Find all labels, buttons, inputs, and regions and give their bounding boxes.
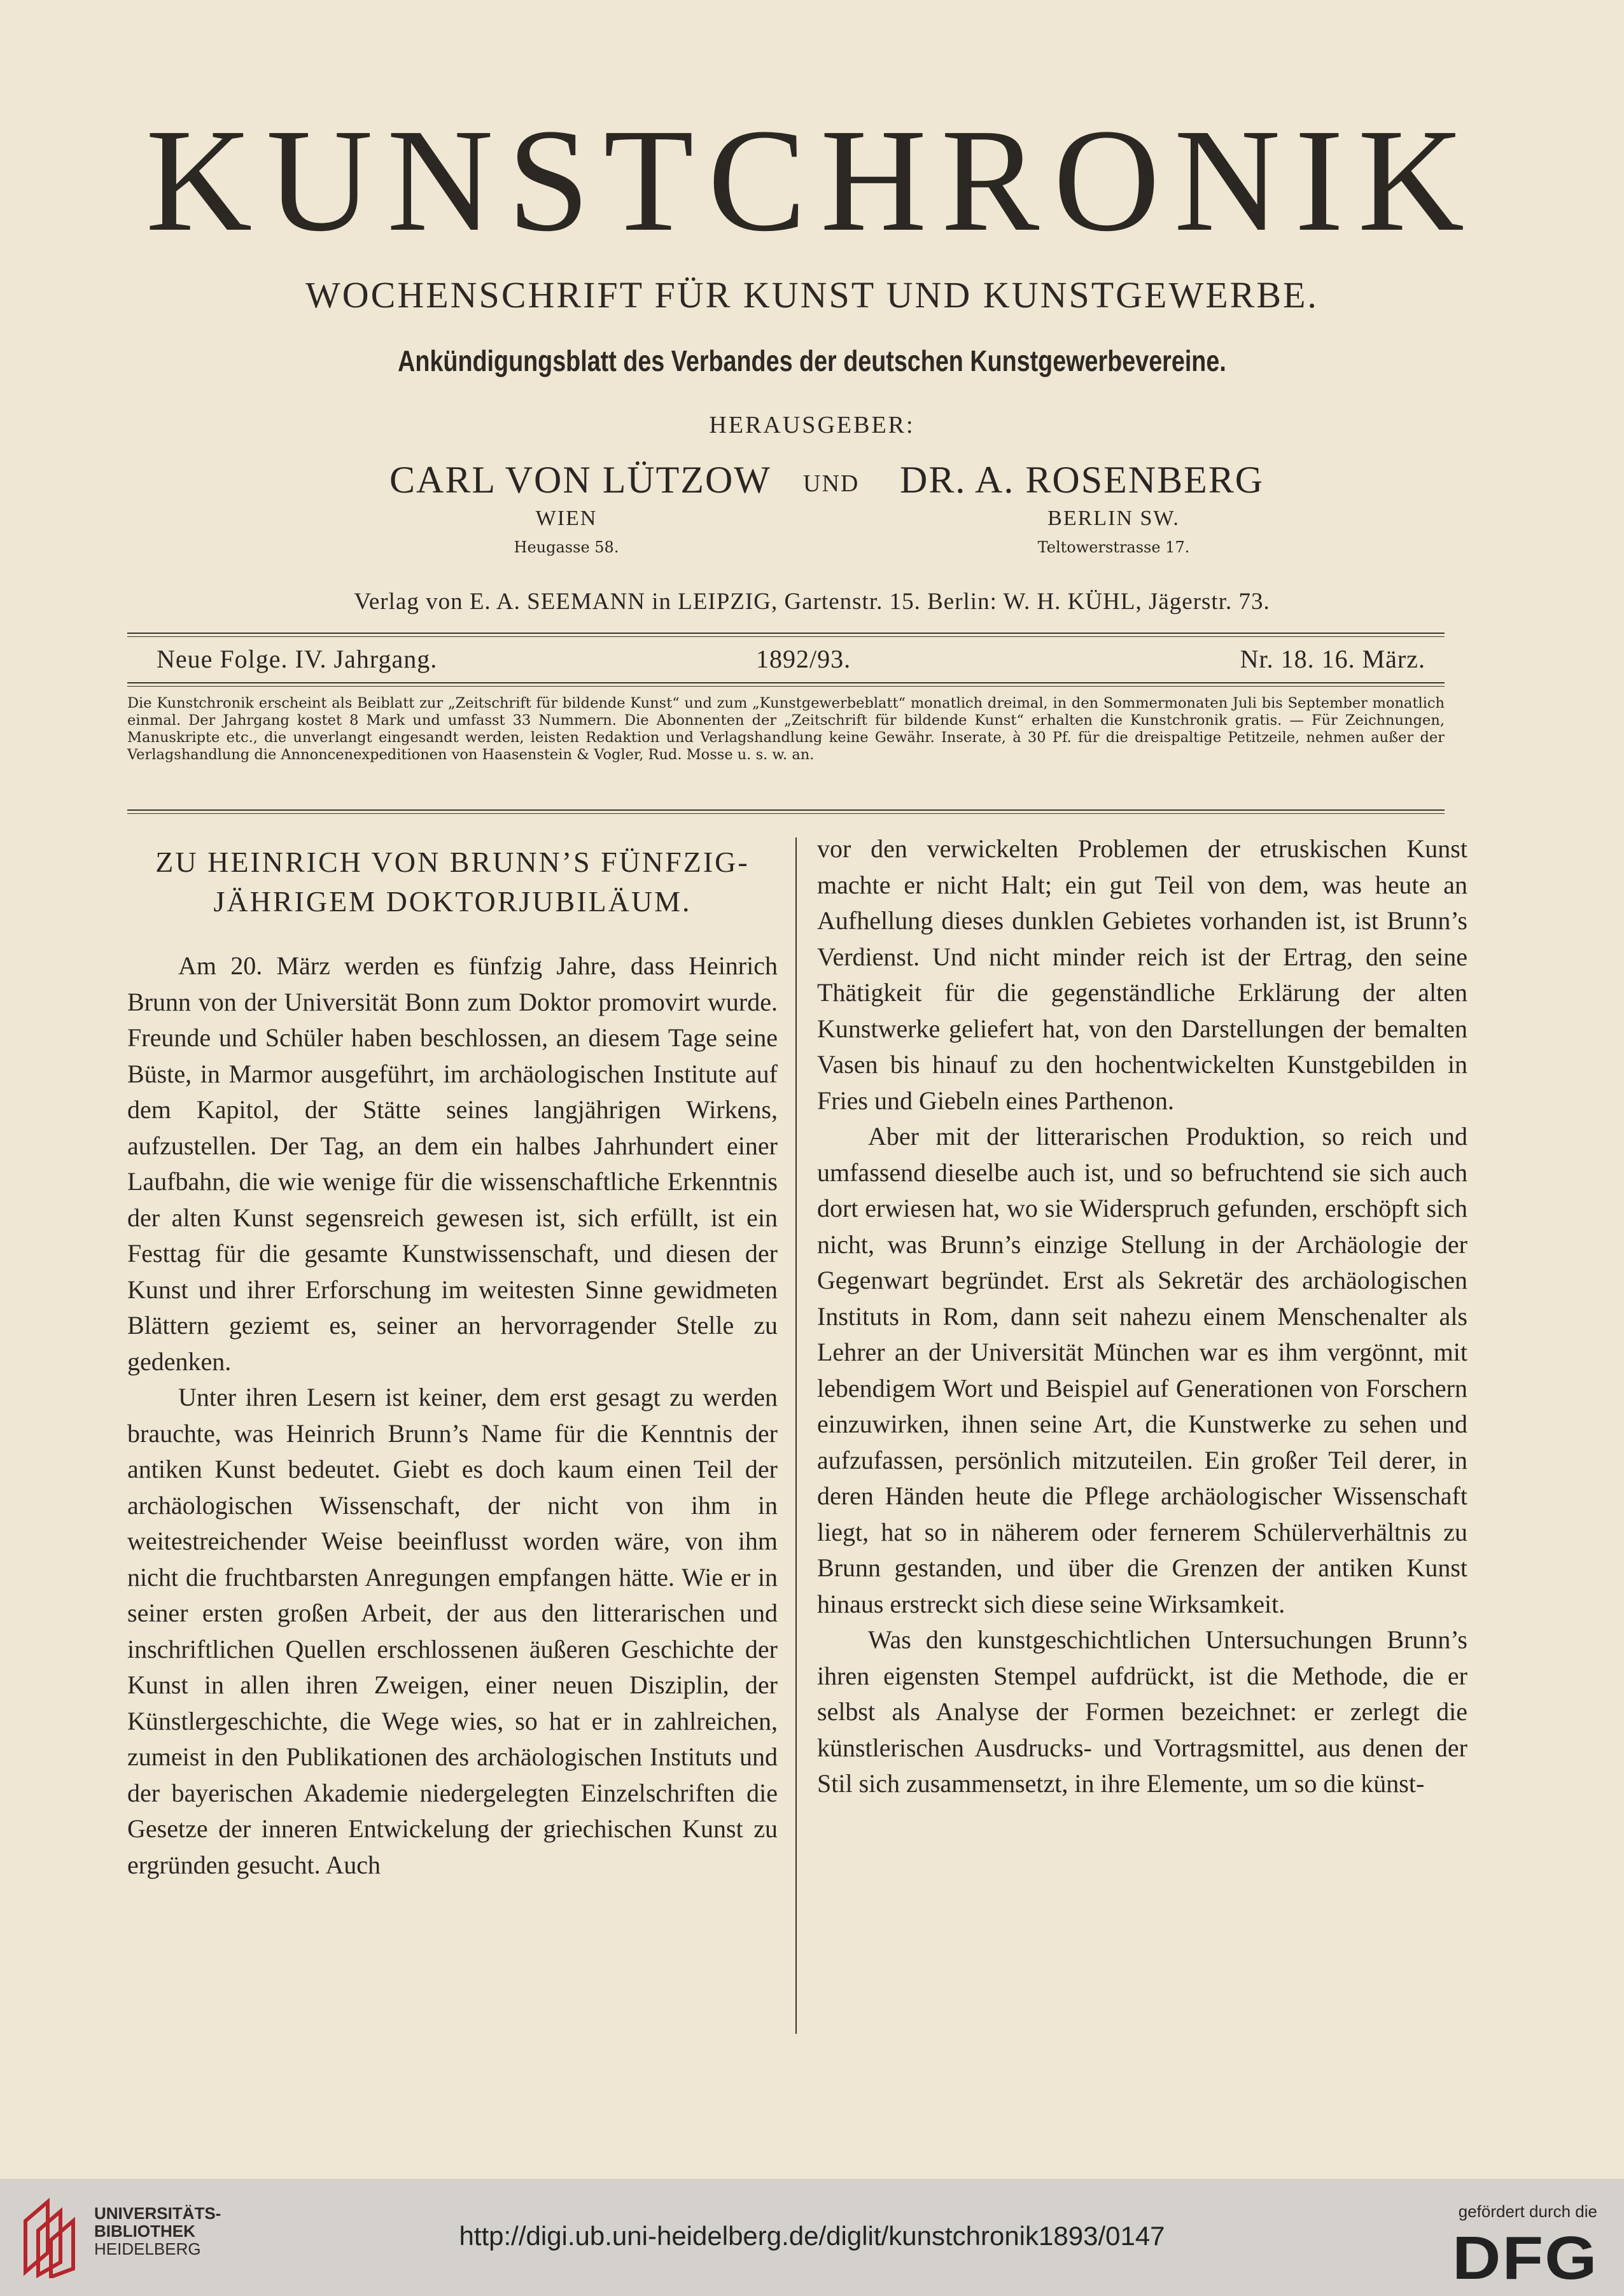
editor2-street: Teltowerstrasse 17. bbox=[1037, 538, 1190, 556]
issue-row bbox=[140, 644, 1438, 682]
journal-title: KUNSTCHRONIK bbox=[145, 99, 1479, 262]
library-name: UNIVERSITÄTS- BIBLIOTHEK HEIDELBERG bbox=[94, 2204, 221, 2258]
funding-note: gefördert durch die bbox=[1458, 2202, 1597, 2221]
article-column-right bbox=[817, 831, 1467, 1802]
article-column-left bbox=[127, 948, 778, 1883]
permalink-url[interactable]: http://digi.ub.uni-heidelberg.de/diglit/kunstchronik1893/0147 bbox=[459, 2221, 1165, 2251]
divider bbox=[127, 633, 1445, 637]
editors-block bbox=[0, 458, 1624, 515]
herausgeber-label: HERAUSGEBER: bbox=[709, 412, 915, 438]
editor1-city: WIEN bbox=[535, 507, 598, 530]
divider bbox=[127, 809, 1445, 814]
und-label: UND bbox=[803, 470, 860, 497]
publisher-line: Verlag von E. A. SEEMANN in LEIPZIG, Gartenstr. 15. Berlin: W. H. KÜHL, Jägerstr. 73. bbox=[354, 589, 1270, 615]
dfg-logo: DFG bbox=[1452, 2224, 1599, 2292]
issue-number-date: Nr. 18. 16. März. bbox=[1240, 645, 1425, 673]
article-heading: ZU HEINRICH VON BRUNN’S FÜNFZIG-JÄHRIGEM DOKTORJUBILÄUM. bbox=[155, 846, 750, 918]
journal-subtitle: WOCHENSCHRIFT FÜR KUNST UND KUNSTGEWERBE. bbox=[305, 274, 1319, 316]
issue-year: 1892/93. bbox=[756, 645, 851, 673]
editor1-name: CARL VON LÜTZOW bbox=[389, 459, 771, 501]
paragraph: Was den kunstgeschichtlichen Untersuchungen Brunn’s ihren eigensten Stempel aufdrückt, ist die Methode, die er selbst als Analyse der Formen bezeichnet: er zerlegt die künstlerischen Ausdrucks- und Vortragsmittel, aus denen der Stil sich zusammensetzt, in ihre Elemente, um so die künst- bbox=[817, 1625, 1467, 1798]
issue-series: Neue Folge. IV. Jahrgang. bbox=[157, 645, 438, 673]
paragraph: vor den verwickelten Problemen der etruskischen Kunst machte er nicht Halt; ein gut Teil von dem, was heute an Aufhellung dieses dunklen Gebietes vorhanden ist, ist Brunn’s Verdienst. Und nicht minder reich ist der Ertrag, den seine Thätigkeit für die gegenständliche Erklärung der alten Kunstwerke geliefert hat, von den Darstellungen der bemalten Vasen bis hinauf zu den hochentwickelten Kunstgebilden in Fries und Giebeln eines Parthenon. bbox=[817, 834, 1467, 1115]
subscription-notice: Die Kunstchronik erscheint als Beiblatt zur „Zeitschrift für bildende Kunst“ und zum „Kunstgewerbeblatt“ monatlich dreimal, in den Sommermonaten Juli bis September monatlich einmal. Der Jahrgang kostet 8 Mark und umfasst 33 Nummern. Die Abonnenten der „Zeitschrift für bildende Kunst“ erhalten die Kunstchronik gratis. — Für Zeichnungen, Manuskripte etc., die unverlangt eingesandt werden, leisten Redaktion und Verlagshandlung keine Gewähr. Inserate, à 30 Pf. für die dreispaltige Petitzeile, nehmen außer der Verlagshandlung die Annoncenexpeditionen von Haasenstein & Vogler, Rud. Mosse u. s. w. an. bbox=[127, 695, 1445, 763]
divider bbox=[127, 682, 1445, 687]
paragraph: Am 20. März werden es fünfzig Jahre, dass Heinrich Brunn von der Universität Bonn zum Doktor promovirt wurde. Freunde und Schüler haben beschlossen, an diesem Tage seine Büste, in Marmor ausgeführt, im archäologischen Institute auf dem Kapitol, der Stätte seines langjährigen Wirkens, aufzustellen. Der Tag, an dem ein halbes Jahrhundert einer Laufbahn, die wie wenige für die wissenschaftliche Erkenntnis der alten Kunst segensreich gewesen ist, sich erfüllt, ist ein Festtag für die gesamte Kunstwissenschaft, und diesen der Kunst und ihrer Erforschung im weitesten Sinne gewidmeten Blättern geziemt es, seiner an hervorragender Stelle zu gedenken. bbox=[127, 951, 778, 1376]
paragraph: Unter ihren Lesern ist keiner, dem erst gesagt zu werden brauchte, was Heinrich Brunn’s Name für die Kenntnis der antiken Kunst bedeutet. Giebt es doch kaum einen Teil der archäologischen Wissenschaft, der nicht von ihm in weitestreichender Weise beeinflusst worden wäre, von ihm nicht die fruchtbarsten Anregungen empfangen hätte. Wie er in seiner ersten großen Arbeit, der aus den litterarischen und inschriftlichen Quellen erschlossenen äußeren Geschichte der Kunst in allen ihren Zweigen, einer neuen Disziplin, der Künstlergeschichte, die Wege wies, so hat er in zahlreichen, zumeist in den Publikationen des archäologischen Instituts und der bayerischen Akademie niedergelegten Einzelschriften die Gesetze der inneren Entwickelung der griechischen Kunst zu ergründen gesucht. Auch bbox=[127, 1383, 778, 1879]
announcement-line: Ankündigungsblatt des Verbandes der deutschen Kunstgewerbevereine. bbox=[398, 344, 1226, 377]
editor1-street: Heugasse 58. bbox=[514, 538, 619, 556]
editor2-city: BERLIN SW. bbox=[1047, 507, 1180, 530]
editor2-name: DR. A. ROSENBERG bbox=[900, 459, 1264, 501]
digitization-footer bbox=[0, 2179, 1624, 2296]
column-separator bbox=[795, 837, 797, 2034]
paragraph: Aber mit der litterarischen Produktion, so reich und umfassend dieselbe auch ist, und so befruchtend sie sich auch dort erwiesen hat, wo sie Widerspruch gefunden, erschöpft sich nicht, was Brunn’s einzige Stellung in der Archäologie der Gegenwart begründet. Erst als Sekretär des archäologischen Instituts in Rom, dann seit nahezu einem Menschenalter als Lehrer an der Universität München war es ihm vergönnt, mit lebendigem Wort und Beispiel auf Generationen von Forschern einzuwirken, ihnen seine Art, die Kunstwerke zu sehen und aufzufassen, persönlich mitzuteilen. Ein großer Teil derer, in deren Händen heute die Pflege archäologischer Wissenschaft liegt, hat so in näherem oder fernerem Schülerverhältnis zu Brunn gestanden, und über die Grenzen der antiken Kunst hinaus erstreckt sich diese seine Wirksamkeit. bbox=[817, 1122, 1467, 1618]
